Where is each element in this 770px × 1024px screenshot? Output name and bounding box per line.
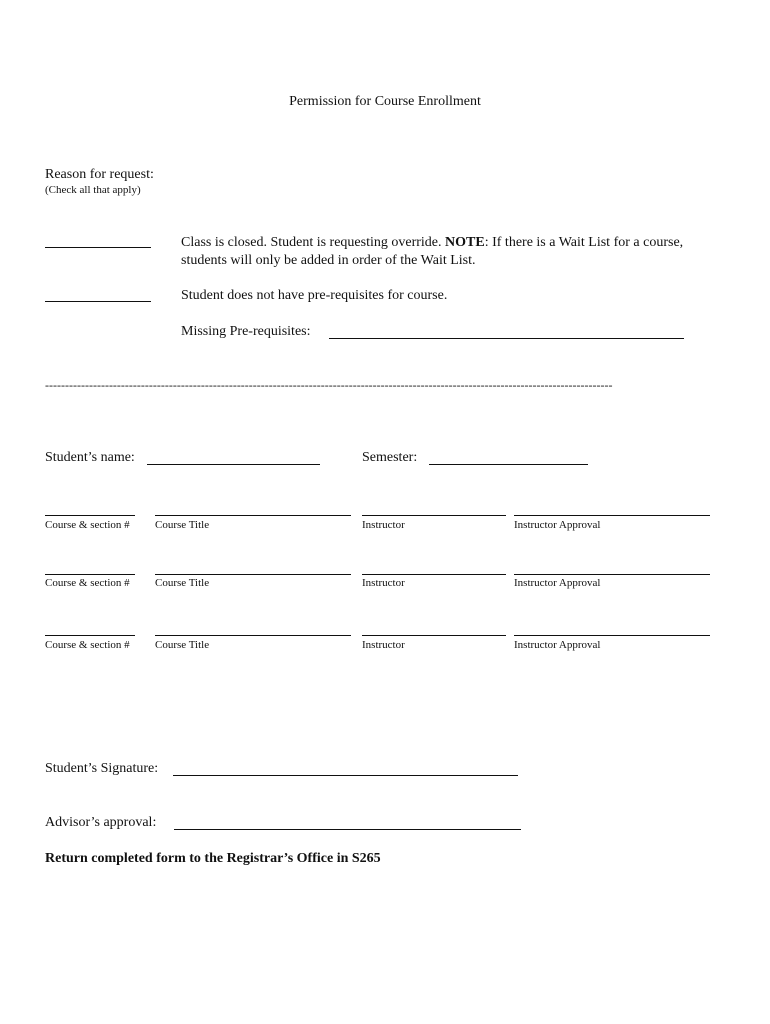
reason-heading: Reason for request: [45, 167, 154, 182]
course-section-field[interactable] [45, 515, 135, 516]
course-section-field[interactable] [45, 635, 135, 636]
return-instruction: Return completed form to the Registrar’s Office in S265 [45, 851, 381, 866]
option2-check-line[interactable] [45, 301, 151, 302]
instructor-approval-label: Instructor Approval [514, 639, 601, 651]
separator-line: ---------------------------------------------------------------------------------------------------------------------------------------------- [45, 378, 613, 392]
option1-text [181, 235, 683, 251]
course-section-label: Course & section # [45, 519, 130, 531]
instructor-label: Instructor [362, 519, 405, 531]
course-title-label: Course Title [155, 519, 210, 531]
course-section-label: Course & section # [45, 577, 130, 589]
option1-check-line[interactable] [45, 247, 151, 248]
course-section-label: Course & section # [45, 639, 130, 651]
option2-text: Student does not have pre-requisites for course. [181, 288, 448, 303]
instructor-approval-field[interactable] [514, 635, 710, 636]
missing-prereq-field[interactable] [329, 338, 684, 339]
page-title: Permission for Course Enrollment [289, 94, 481, 109]
course-title-field[interactable] [155, 515, 351, 516]
option1-note-label: NOTE [445, 235, 485, 250]
instructor-field[interactable] [362, 574, 506, 575]
option1-text-post: : If there is a Wait List for a course, [484, 235, 684, 250]
instructor-field[interactable] [362, 635, 506, 636]
semester-label: Semester: [362, 450, 418, 465]
missing-prereq-label: Missing Pre-requisites: [181, 324, 311, 339]
instructor-field[interactable] [362, 515, 506, 516]
course-title-field[interactable] [155, 635, 351, 636]
advisor-approval-label: Advisor’s approval: [45, 815, 157, 830]
semester-field[interactable] [429, 464, 588, 465]
instructor-label: Instructor [362, 639, 405, 651]
course-title-label: Course Title [155, 639, 210, 651]
student-signature-field[interactable] [173, 775, 518, 776]
course-title-label: Course Title [155, 577, 210, 589]
reason-note: (Check all that apply) [45, 184, 141, 196]
student-signature-label: Student’s Signature: [45, 761, 159, 776]
instructor-approval-label: Instructor Approval [514, 519, 601, 531]
instructor-approval-field[interactable] [514, 515, 710, 516]
student-name-field[interactable] [147, 464, 320, 465]
instructor-approval-field[interactable] [514, 574, 710, 575]
option1-text-line2: students will only be added in order of the Wait List. [181, 253, 476, 268]
course-section-field[interactable] [45, 574, 135, 575]
student-name-label: Student’s name: [45, 450, 135, 465]
advisor-approval-field[interactable] [174, 829, 521, 830]
instructor-approval-label: Instructor Approval [514, 577, 601, 589]
option1-text-pre: Class is closed. Student is requesting override. [181, 235, 446, 250]
course-title-field[interactable] [155, 574, 351, 575]
instructor-label: Instructor [362, 577, 405, 589]
